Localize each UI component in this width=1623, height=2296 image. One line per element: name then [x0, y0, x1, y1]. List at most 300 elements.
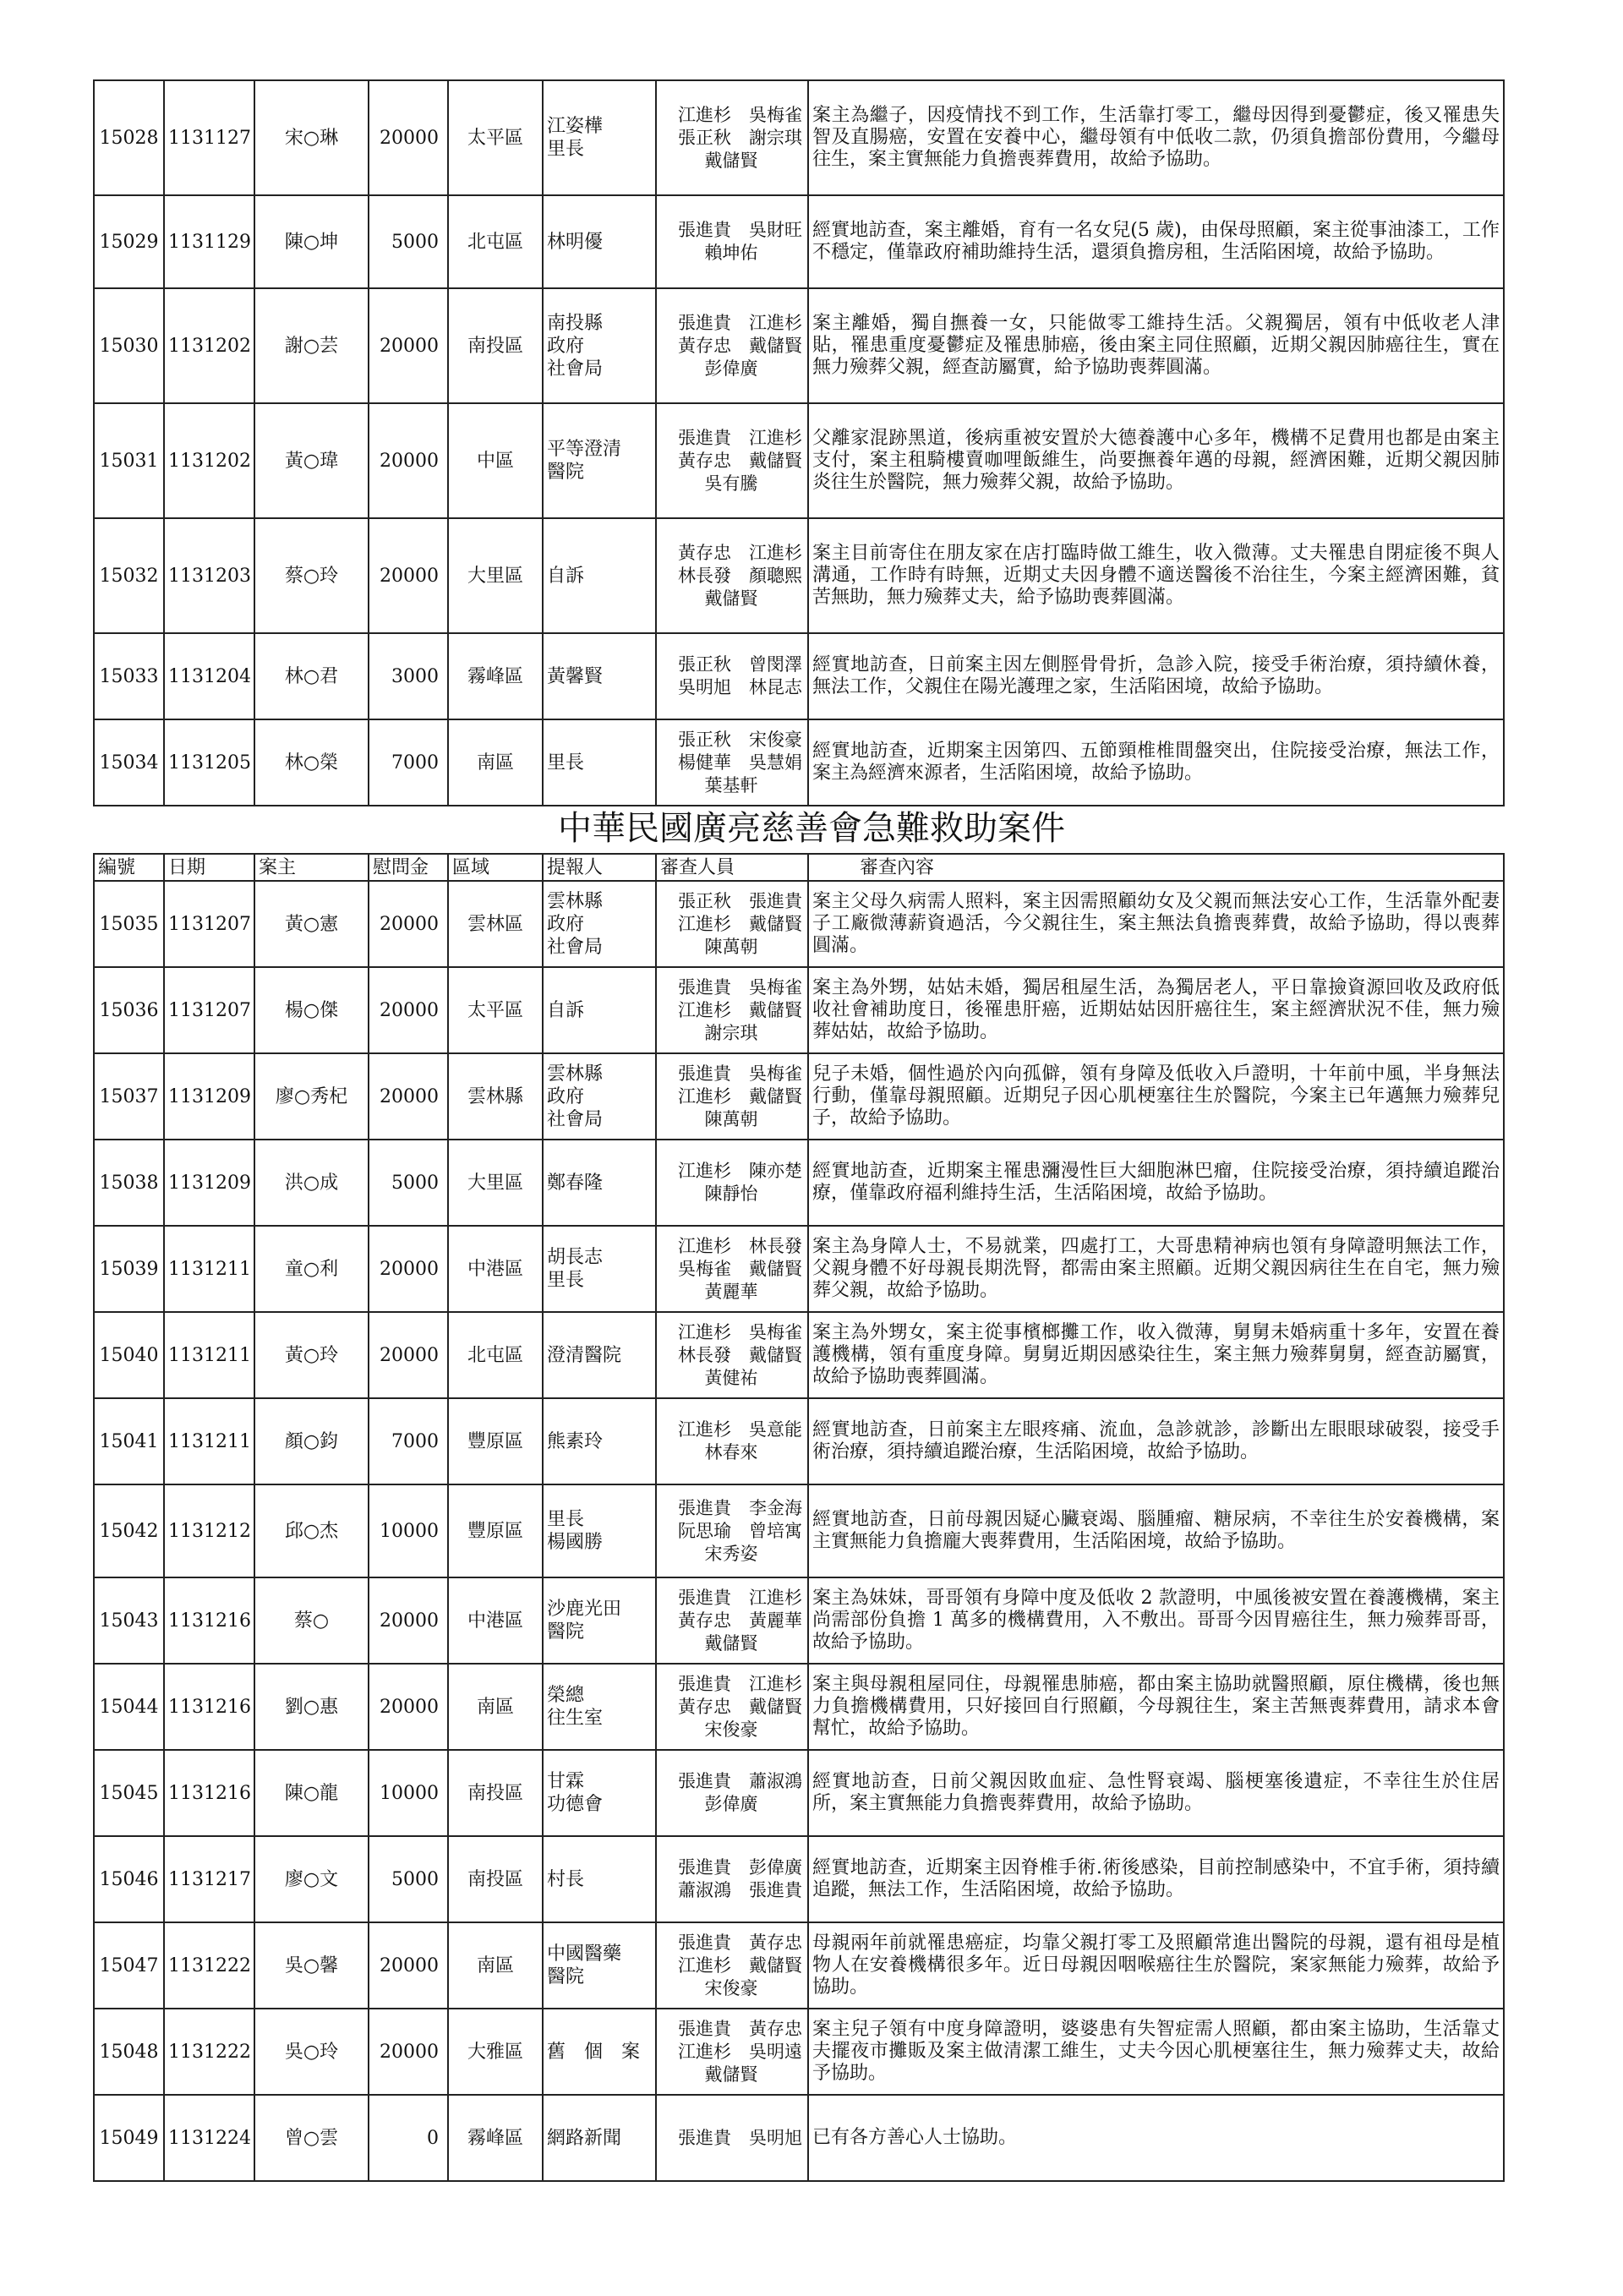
table-row [94, 1664, 1504, 1750]
case-content: 經實地訪查，日前母親因疑心臟衰竭、腦腫瘤、糖尿病，不幸往生於安養機構，案主實無能力負擔龐大喪葬費用，生活陷困境，故給予協助。 [808, 1484, 1504, 1577]
case-reviewers [656, 719, 808, 806]
case-date: 1131216 [164, 1750, 254, 1836]
case-district: 霧峰區 [448, 2095, 543, 2181]
reviewer-line: 張正秋 宋俊豪 [678, 729, 802, 750]
table-row [94, 1922, 1504, 2009]
reviewer-line: 陳萬朝 [704, 1108, 758, 1129]
case-reviewers [656, 1664, 808, 1750]
case-date: 1131211 [164, 1398, 254, 1484]
case-date: 1131202 [164, 403, 254, 518]
case-content: 案主為外甥女，案主從事檳榔攤工作，收入微薄，舅舅未婚病重十多年，安置在養護機構，領有重度身障。舅舅近期因感染往生，案主無力殮葬舅舅，經查訪屬實，故給予協助喪葬圓滿。 [808, 1312, 1504, 1398]
case-date: 1131203 [164, 518, 254, 633]
case-reviewers [656, 403, 808, 518]
case-number: 15043 [94, 1577, 164, 1664]
proposer-line: 平等澄清 [547, 439, 622, 460]
case-client: 林○榮 [254, 719, 369, 806]
proposer-line: 社會局 [547, 358, 604, 380]
proposer-line: 醫院 [547, 1966, 585, 1987]
reviewer-line: 黃存忠 戴儲賢 [678, 1696, 802, 1717]
case-district: 太平區 [448, 80, 543, 195]
case-district: 太平區 [448, 967, 543, 1053]
case-content: 案主兒子領有中度身障證明，婆婆患有失智症需人照顧，都由案主協助，生活靠丈夫擺夜市攤販及案主做清潔工維生，丈夫今因心肌梗塞往生，無力殮葬丈夫，故給予協助。 [808, 2009, 1504, 2095]
case-client: 廖○文 [254, 1836, 369, 1922]
case-date: 1131209 [164, 1140, 254, 1226]
proposer-line: 網路新聞 [547, 2127, 622, 2149]
case-amount: 20000 [369, 80, 448, 195]
case-reviewers [656, 2095, 808, 2181]
table-row [94, 1053, 1504, 1140]
reviewer-line: 江進杉 吳明遠 [678, 2041, 802, 2062]
case-client: 蔡○玲 [254, 518, 369, 633]
reviewer-line: 宋俊豪 [704, 1719, 758, 1740]
reviewer-line: 張進貴 蕭淑鴻 [678, 1771, 802, 1791]
case-district: 南區 [448, 719, 543, 806]
case-amount: 5000 [369, 195, 448, 288]
case-date: 1131205 [164, 719, 254, 806]
case-number: 15044 [94, 1664, 164, 1750]
case-content: 案主父母久病需人照料，案主因需照顧幼女及父親而無法安心工作，生活靠外配妻子工廠微薄薪資過活，今父親往生，案主無法負擔喪葬費，故給予協助，得以喪葬圓滿。 [808, 881, 1504, 967]
case-reviewers [656, 1398, 808, 1484]
proposer-line: 林明優 [547, 231, 604, 253]
reviewer-line: 江進杉 林長發 [678, 1235, 802, 1256]
reviewer-line: 戴儲賢 [704, 1632, 758, 1654]
table-row [94, 1140, 1504, 1226]
proposer-line: 里長 [547, 752, 585, 774]
reviewer-line: 江進杉 戴儲賢 [678, 1954, 802, 1976]
case-proposer [543, 633, 656, 719]
case-client: 黃○瑋 [254, 403, 369, 518]
case-reviewers [656, 1312, 808, 1398]
case-date: 1131127 [164, 80, 254, 195]
case-proposer [543, 881, 656, 967]
proposer-line: 村長 [547, 1868, 585, 1890]
case-district: 南區 [448, 1664, 543, 1750]
case-client: 吳○玲 [254, 2009, 369, 2095]
case-date: 1131129 [164, 195, 254, 288]
case-proposer [543, 1484, 656, 1577]
table-row [94, 719, 1504, 806]
reviewer-line: 戴儲賢 [704, 2064, 758, 2085]
reviewer-line: 江進杉 吳梅雀 [678, 104, 802, 125]
case-date: 1131207 [164, 881, 254, 967]
case-reviewers [656, 2009, 808, 2095]
case-reviewers [656, 518, 808, 633]
case-content: 案主為妹妹，哥哥領有身障中度及低收 2 款證明，中風後被安置在養護機構，案主尚需部份負擔 1 萬多的機構費用，入不敷出。哥哥今因胃癌往生，無力殮葬哥哥，故給予協助。 [808, 1577, 1504, 1664]
case-number: 15047 [94, 1922, 164, 2009]
header-no: 編號 [94, 854, 164, 881]
reviewer-line: 張進貴 江進杉 [678, 1587, 802, 1608]
case-client: 廖○秀杞 [254, 1053, 369, 1140]
table-row [94, 518, 1504, 633]
reviewer-line: 黃存忠 戴儲賢 [678, 450, 802, 471]
header-proposer: 提報人 [543, 854, 656, 881]
case-reviewers [656, 1484, 808, 1577]
proposer-line: 沙鹿光田 [547, 1599, 622, 1620]
proposer-line: 自訴 [547, 565, 585, 587]
proposer-line: 政府 [547, 913, 585, 935]
case-date: 1131222 [164, 2009, 254, 2095]
proposer-line: 政府 [547, 1085, 585, 1107]
case-number: 15032 [94, 518, 164, 633]
case-number: 15046 [94, 1836, 164, 1922]
case-content: 經實地訪查，案主離婚，育有一名女兒(5 歲)，由保母照顧，案主從事油漆工，工作不穩定，僅靠政府補助維持生活，還須負擔房租，生活陷困境，故給予協助。 [808, 195, 1504, 288]
case-proposer [543, 1577, 656, 1664]
reviewer-line: 張進貴 江進杉 [678, 427, 802, 448]
case-amount: 20000 [369, 288, 448, 403]
header-district: 區域 [448, 854, 543, 881]
header-content: 審查內容 [808, 854, 1504, 881]
case-amount: 3000 [369, 633, 448, 719]
case-proposer [543, 195, 656, 288]
proposer-line: 自訴 [547, 999, 585, 1021]
case-content: 案主為身障人士，不易就業，四處打工，大哥患精神病也領有身障證明無法工作，父親身體不好母親長期洗腎，都需由案主照顧。近期父親因病往生在自宅，無力殮葬父親，故給予協助。 [808, 1226, 1504, 1312]
case-client: 邱○杰 [254, 1484, 369, 1577]
case-district: 北屯區 [448, 1312, 543, 1398]
case-date: 1131217 [164, 1836, 254, 1922]
case-amount: 7000 [369, 719, 448, 806]
proposer-line: 醫院 [547, 1621, 585, 1643]
reviewer-line: 張進貴 黃存忠 [678, 1932, 802, 1953]
case-client: 宋○琳 [254, 80, 369, 195]
case-reviewers [656, 1226, 808, 1312]
reviewer-line: 張進貴 黃存忠 [678, 2018, 802, 2039]
case-content: 經實地訪查，日前父親因敗血症、急性腎衰竭、腦梗塞後遺症，不幸往生於住居所，案主實無能力負擔喪葬費用，故給予協助。 [808, 1750, 1504, 1836]
reviewer-line: 張正秋 曾閔澤 [678, 654, 802, 675]
table-row [94, 195, 1504, 288]
reviewer-line: 吳有騰 [704, 473, 758, 494]
case-date: 1131216 [164, 1577, 254, 1664]
reviewer-line: 黃存忠 戴儲賢 [678, 335, 802, 356]
case-date: 1131209 [164, 1053, 254, 1140]
case-district: 南投區 [448, 1836, 543, 1922]
table-row [94, 403, 1504, 518]
case-proposer [543, 1750, 656, 1836]
case-reviewers [656, 1577, 808, 1664]
case-client: 洪○成 [254, 1140, 369, 1226]
case-district: 大里區 [448, 1140, 543, 1226]
case-district: 北屯區 [448, 195, 543, 288]
case-proposer [543, 1922, 656, 2009]
case-proposer [543, 2095, 656, 2181]
reviewer-line: 陳萬朝 [704, 936, 758, 957]
table-row [94, 633, 1504, 719]
proposer-line: 南投縣 [547, 312, 604, 334]
case-proposer [543, 1664, 656, 1750]
table-row [94, 1398, 1504, 1484]
proposer-line: 往生室 [547, 1708, 604, 1729]
reviewer-line: 賴坤佑 [704, 243, 758, 263]
case-amount: 20000 [369, 518, 448, 633]
proposer-line: 江姿樺 [547, 116, 604, 137]
case-amount: 20000 [369, 1922, 448, 2009]
proposer-line: 楊國勝 [547, 1532, 604, 1553]
case-reviewers [656, 195, 808, 288]
case-district: 霧峰區 [448, 633, 543, 719]
case-client: 謝○芸 [254, 288, 369, 403]
case-district: 雲林縣 [448, 1053, 543, 1140]
case-date: 1131224 [164, 2095, 254, 2181]
case-content: 經實地訪查，近期案主罹患瀰漫性巨大細胞淋巴瘤，住院接受治療，須持續追蹤治療，僅靠政府福利維持生活，生活陷困境，故給予協助。 [808, 1140, 1504, 1226]
reviewer-line: 張進貴 彭偉廣 [678, 1857, 802, 1878]
proposer-line: 社會局 [547, 936, 604, 958]
case-date: 1131207 [164, 967, 254, 1053]
case-reviewers [656, 288, 808, 403]
case-number: 15037 [94, 1053, 164, 1140]
proposer-line: 澄清醫院 [547, 1344, 622, 1366]
case-number: 15029 [94, 195, 164, 288]
case-reviewers [656, 967, 808, 1053]
case-amount: 10000 [369, 1484, 448, 1577]
proposer-line: 中國醫藥 [547, 1943, 622, 1965]
proposer-line: 社會局 [547, 1108, 604, 1130]
reviewer-line: 彭偉廣 [704, 358, 758, 379]
case-number: 15040 [94, 1312, 164, 1398]
case-date: 1131211 [164, 1226, 254, 1312]
proposer-line: 功德會 [547, 1794, 604, 1815]
reviewer-line: 林長發 顏聰熙 [678, 565, 802, 586]
reviewer-line: 宋秀姿 [704, 1543, 758, 1564]
case-district: 中港區 [448, 1226, 543, 1312]
reviewer-line: 張正秋 謝宗琪 [678, 127, 802, 148]
case-number: 15033 [94, 633, 164, 719]
case-client: 林○君 [254, 633, 369, 719]
table-row [94, 2095, 1504, 2181]
case-client: 劉○惠 [254, 1664, 369, 1750]
case-table-continued [93, 79, 1505, 806]
case-number: 15036 [94, 967, 164, 1053]
reviewer-line: 林長發 戴儲賢 [678, 1344, 802, 1365]
table-row [94, 1750, 1504, 1836]
table-row [94, 881, 1504, 967]
case-date: 1131216 [164, 1664, 254, 1750]
reviewer-line: 謝宗琪 [704, 1022, 758, 1043]
case-number: 15031 [94, 403, 164, 518]
case-proposer [543, 1312, 656, 1398]
case-date: 1131211 [164, 1312, 254, 1398]
case-amount: 20000 [369, 2009, 448, 2095]
case-content: 案主目前寄住在朋友家在店打臨時做工維生，收入微薄。丈夫罹患自閉症後不與人溝通，工作時有時無，近期丈夫因身體不適送醫後不治往生，今案主經濟困難，貧苦無助，無力殮葬丈夫，給予協助喪葬圓滿。 [808, 518, 1504, 633]
reviewer-line: 吳梅雀 戴儲賢 [678, 1258, 802, 1279]
proposer-line: 榮總 [547, 1685, 585, 1706]
case-date: 1131202 [164, 288, 254, 403]
header-amount: 慰問金 [369, 854, 448, 881]
case-reviewers [656, 1922, 808, 2009]
case-amount: 20000 [369, 403, 448, 518]
proposer-line: 鄭春隆 [547, 1172, 604, 1194]
case-client: 顏○鈞 [254, 1398, 369, 1484]
case-content: 經實地訪查，日前案主因左側脛骨骨折，急診入院，接受手術治療，須持續休養，無法工作，父親住在陽光護理之家，生活陷困境，故給予協助。 [808, 633, 1504, 719]
case-content: 案主離婚，獨自撫養一女，只能做零工維持生活。父親獨居，領有中低收老人津貼，罹患重度憂鬱症及罹患肺癌，後由案主同住照顧，近期父親因肺癌往生，實在無力殮葬父親，經查訪屬實，給予協助喪葬圓滿。 [808, 288, 1504, 403]
reviewer-line: 江進杉 戴儲賢 [678, 1085, 802, 1107]
table-row [94, 1484, 1504, 1577]
case-proposer [543, 288, 656, 403]
case-proposer [543, 518, 656, 633]
reviewer-line: 張進貴 吳財旺 [678, 220, 802, 240]
case-proposer [543, 719, 656, 806]
case-number: 15045 [94, 1750, 164, 1836]
case-district: 大雅區 [448, 2009, 543, 2095]
case-district: 中區 [448, 403, 543, 518]
table-row [94, 1836, 1504, 1922]
proposer-line: 政府 [547, 335, 585, 357]
reviewer-line: 江進杉 戴儲賢 [678, 913, 802, 934]
case-client: 童○利 [254, 1226, 369, 1312]
header-client: 案主 [254, 854, 369, 881]
case-reviewers [656, 633, 808, 719]
case-client: 曾○雲 [254, 2095, 369, 2181]
case-proposer [543, 967, 656, 1053]
case-reviewers [656, 881, 808, 967]
reviewer-line: 林春來 [704, 1442, 758, 1462]
case-date: 1131204 [164, 633, 254, 719]
case-district: 南區 [448, 1922, 543, 2009]
reviewer-line: 戴儲賢 [704, 588, 758, 609]
reviewer-line: 張進貴 江進杉 [678, 1673, 802, 1694]
case-amount: 5000 [369, 1140, 448, 1226]
reviewer-line: 江進杉 吳意能 [678, 1419, 802, 1440]
table-row [94, 1577, 1504, 1664]
case-proposer [543, 1398, 656, 1484]
case-number: 15028 [94, 80, 164, 195]
reviewer-line: 吳明旭 林昆志 [678, 677, 802, 697]
reviewer-line: 黃麗華 [704, 1281, 758, 1302]
case-number: 15039 [94, 1226, 164, 1312]
table-row [94, 288, 1504, 403]
case-proposer [543, 2009, 656, 2095]
case-district: 南投區 [448, 1750, 543, 1836]
case-amount: 10000 [369, 1750, 448, 1836]
reviewer-line: 江進杉 吳梅雀 [678, 1321, 802, 1342]
case-client: 吳○馨 [254, 1922, 369, 2009]
case-client: 蔡○ [254, 1577, 369, 1664]
case-proposer [543, 403, 656, 518]
case-proposer [543, 1226, 656, 1312]
reviewer-line: 陳靜怡 [704, 1184, 758, 1204]
case-content: 已有各方善心人士協助。 [808, 2095, 1504, 2181]
case-number: 15038 [94, 1140, 164, 1226]
proposer-line: 里長 [547, 139, 585, 160]
case-client: 陳○坤 [254, 195, 369, 288]
case-content: 經實地訪查，日前案主左眼疼痛、流血，急診就診，診斷出左眼眼球破裂，接受手術治療，須持續追蹤治療，生活陷困境，故給予協助。 [808, 1398, 1504, 1484]
case-date: 1131222 [164, 1922, 254, 2009]
case-district: 中港區 [448, 1577, 543, 1664]
header-date: 日期 [164, 854, 254, 881]
table-row [94, 1226, 1504, 1312]
table-header-row [94, 854, 1504, 881]
case-number: 15034 [94, 719, 164, 806]
case-proposer [543, 80, 656, 195]
case-number: 15049 [94, 2095, 164, 2181]
case-amount: 20000 [369, 1312, 448, 1398]
case-amount: 20000 [369, 1577, 448, 1664]
case-reviewers [656, 80, 808, 195]
reviewer-line: 張正秋 張進貴 [678, 890, 802, 911]
case-district: 雲林區 [448, 881, 543, 967]
case-content: 母親兩年前就罹患癌症，均靠父親打零工及照顧常進出醫院的母親，還有祖母是植物人在安養機構很多年。近日母親因咽喉癌往生於醫院，案家無能力殮葬，故給予協助。 [808, 1922, 1504, 2009]
case-proposer [543, 1836, 656, 1922]
case-client: 陳○龍 [254, 1750, 369, 1836]
case-amount: 20000 [369, 967, 448, 1053]
case-reviewers [656, 1750, 808, 1836]
reviewer-line: 張進貴 李金海 [678, 1497, 802, 1518]
case-content: 經實地訪查，近期案主因第四、五節頸椎椎間盤突出，住院接受治療，無法工作，案主為經濟來源者，生活陷困境，故給予協助。 [808, 719, 1504, 806]
case-district: 豐原區 [448, 1484, 543, 1577]
case-amount: 20000 [369, 1226, 448, 1312]
case-number: 15035 [94, 881, 164, 967]
reviewer-line: 張進貴 江進杉 [678, 312, 802, 333]
case-amount: 7000 [369, 1398, 448, 1484]
case-number: 15048 [94, 2009, 164, 2095]
reviewer-line: 張進貴 吳明旭 [678, 2127, 802, 2148]
reviewer-line: 彭偉廣 [704, 1794, 758, 1814]
proposer-line: 胡長志 [547, 1247, 604, 1268]
case-district: 豐原區 [448, 1398, 543, 1484]
case-table [93, 853, 1505, 2182]
proposer-line: 黃馨賢 [547, 665, 604, 687]
document-title: 中華民國廣亮慈善會急難救助案件 [558, 809, 1065, 848]
proposer-line: 熊素玲 [547, 1430, 604, 1452]
case-number: 15030 [94, 288, 164, 403]
reviewer-line: 阮思瑜 曾培寓 [678, 1520, 802, 1541]
reviewer-line: 張進貴 吳梅雀 [678, 1063, 802, 1084]
proposer-line: 里長 [547, 1509, 585, 1530]
case-amount: 20000 [369, 1053, 448, 1140]
case-reviewers [656, 1836, 808, 1922]
reviewer-line: 蕭淑鴻 張進貴 [678, 1880, 802, 1900]
case-client: 黃○玲 [254, 1312, 369, 1398]
proposer-line: 雲林縣 [547, 890, 604, 912]
proposer-line: 里長 [547, 1270, 585, 1291]
case-content: 父離家混跡黑道，後病重被安置於大德養護中心多年，機構不足費用也都是由案主支付，案主租騎樓賣咖哩飯維生，尚要撫養年邁的母親，經濟困難，近期父親因肺炎往生於醫院，無力殮葬父親，故給予協助。 [808, 403, 1504, 518]
reviewer-line: 黃存忠 黃麗華 [678, 1610, 802, 1631]
proposer-line: 舊 個 案 [547, 2041, 641, 2063]
reviewer-line: 葉基軒 [704, 774, 758, 795]
case-proposer [543, 1140, 656, 1226]
reviewer-line: 江進杉 戴儲賢 [678, 999, 802, 1020]
table-row [94, 80, 1504, 195]
table-row [94, 967, 1504, 1053]
proposer-line: 甘霖 [547, 1771, 585, 1792]
reviewer-line: 張進貴 吳梅雀 [678, 976, 802, 998]
case-number: 15041 [94, 1398, 164, 1484]
reviewer-line: 黃健祐 [704, 1367, 758, 1388]
case-content: 兒子未婚，個性過於內向孤僻，領有身障及低收入戶證明，十年前中風，半身無法行動，僅靠母親照顧。近期兒子因心肌梗塞往生於醫院，今案主已年邁無力殮葬兒子，故給予協助。 [808, 1053, 1504, 1140]
reviewer-line: 黃存忠 江進杉 [678, 542, 802, 563]
case-reviewers [656, 1140, 808, 1226]
reviewer-line: 江進杉 陳亦楚 [678, 1161, 802, 1181]
case-content: 案主為外甥，姑姑未婚，獨居租屋生活，為獨居老人，平日靠撿資源回收及政府低收社會補助度日，後罹患肝癌，近期姑姑因肝癌往生，案主經濟狀況不佳，無力殮葬姑姑，故給予協助。 [808, 967, 1504, 1053]
case-proposer [543, 1053, 656, 1140]
case-client: 楊○傑 [254, 967, 369, 1053]
reviewer-line: 楊健華 吳慧娟 [678, 752, 802, 773]
case-number: 15042 [94, 1484, 164, 1577]
proposer-line: 雲林縣 [547, 1063, 604, 1085]
proposer-line: 醫院 [547, 462, 585, 483]
header-reviewers: 審查人員 [656, 854, 808, 881]
case-reviewers [656, 1053, 808, 1140]
case-district: 南投區 [448, 288, 543, 403]
case-amount: 20000 [369, 881, 448, 967]
case-content: 案主為繼子，因疫情找不到工作，生活靠打零工，繼母因得到憂鬱症，後又罹患失智及直腸癌，安置在安養中心，繼母領有中低收二款，仍須負擔部份費用，今繼母往生，案主實無能力負擔喪葬費用，故給予協助。 [808, 80, 1504, 195]
case-content: 案主與母親租屋同住，母親罹患肺癌，都由案主協助就醫照顧，原住機構，後也無力負擔機構費用，只好接回自行照顧，今母親往生，案主苦無喪葬費用，請求本會幫忙，故給予協助。 [808, 1664, 1504, 1750]
reviewer-line: 戴儲賢 [704, 150, 758, 171]
table-row [94, 1312, 1504, 1398]
case-client: 黃○憲 [254, 881, 369, 967]
case-amount: 5000 [369, 1836, 448, 1922]
case-amount: 20000 [369, 1664, 448, 1750]
table-row [94, 2009, 1504, 2095]
case-date: 1131212 [164, 1484, 254, 1577]
